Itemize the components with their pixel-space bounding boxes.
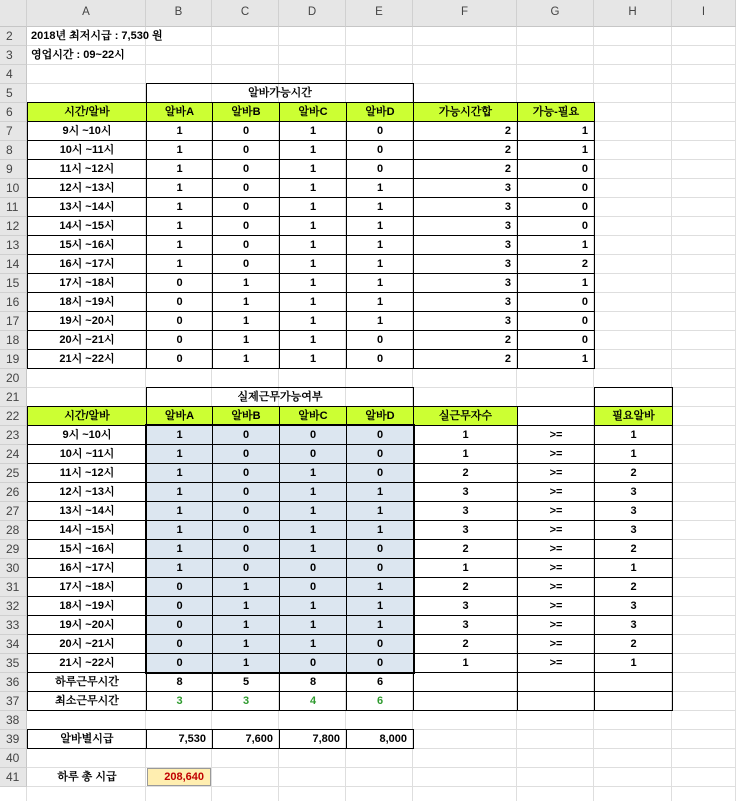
table2-value[interactable]: 1 [347, 616, 413, 634]
table1-value[interactable]: 1 [309, 276, 317, 289]
table2-header-3[interactable]: 알바C [280, 407, 346, 425]
row-header-28[interactable]: 28 [0, 521, 27, 540]
row-header-35[interactable]: 35 [0, 654, 27, 673]
table1-value[interactable]: 0 [581, 181, 588, 194]
table2-value[interactable]: >= [549, 428, 563, 441]
table1-value[interactable]: 0 [581, 295, 588, 308]
table1-value[interactable]: 1 [309, 143, 317, 156]
table2-value[interactable]: 1 [213, 616, 279, 634]
table1-value[interactable]: 1 [242, 295, 250, 308]
table1-value[interactable]: 2 [504, 162, 511, 175]
daily-hours-value[interactable]: 8 [309, 675, 317, 688]
row-header-16[interactable]: 16 [0, 293, 27, 312]
min-hours-value[interactable]: 4 [309, 694, 317, 707]
table2-value[interactable]: 1 [280, 616, 346, 634]
column-header-i[interactable]: I [672, 0, 736, 27]
table2-value[interactable]: 1 [462, 656, 469, 669]
table1-value[interactable]: 1 [176, 181, 183, 194]
table1-value[interactable]: 3 [504, 257, 511, 270]
table1-value[interactable]: 0 [176, 314, 183, 327]
table1-value[interactable]: 0 [176, 333, 183, 346]
table1-value[interactable]: 0 [176, 295, 183, 308]
table2-value[interactable]: 1 [213, 654, 279, 672]
table2-value[interactable]: 0 [280, 654, 346, 672]
time-slot-label[interactable]: 15시 ~16시 [59, 542, 115, 555]
time-slot-label[interactable]: 11시 ~12시 [59, 466, 115, 479]
table2-value[interactable]: >= [549, 542, 563, 555]
row-header-34[interactable]: 34 [0, 635, 27, 654]
time-slot-label[interactable]: 10시 ~11시 [59, 143, 115, 156]
row-header-17[interactable]: 17 [0, 312, 27, 331]
table1-value[interactable]: 1 [309, 333, 317, 346]
table2-value[interactable]: 0 [213, 540, 279, 558]
table2-value[interactable]: 0 [280, 578, 346, 596]
table1-value[interactable]: 1 [309, 162, 317, 175]
time-slot-label[interactable]: 13시 ~14시 [59, 200, 115, 213]
table2-value[interactable]: 1 [462, 561, 469, 574]
table1-value[interactable]: 1 [176, 162, 183, 175]
table1-value[interactable]: 1 [176, 257, 183, 270]
cell-border [413, 691, 518, 711]
table1-value[interactable]: 1 [309, 295, 317, 308]
table2-value[interactable]: 0 [213, 559, 279, 577]
table1-value[interactable]: 1 [376, 200, 384, 213]
table1-value[interactable]: 0 [242, 257, 250, 270]
row-header-13[interactable]: 13 [0, 236, 27, 255]
table1-value[interactable]: 1 [309, 257, 317, 270]
row-header-7[interactable]: 7 [0, 122, 27, 141]
table1-value[interactable]: 0 [242, 200, 250, 213]
table2-value[interactable]: 2 [630, 637, 637, 650]
table2-value[interactable]: 1 [147, 521, 212, 539]
column-header-h[interactable]: H [594, 0, 672, 27]
table1-value[interactable]: 1 [242, 314, 250, 327]
table2-value[interactable]: >= [549, 561, 563, 574]
table1-value[interactable]: 1 [242, 333, 250, 346]
table1-value[interactable]: 1 [309, 219, 317, 232]
table2-value[interactable]: 2 [630, 542, 637, 555]
table2-value[interactable]: 0 [213, 483, 279, 501]
table2-value[interactable]: 1 [213, 578, 279, 596]
table1-header-5[interactable]: 가능시간합 [414, 103, 517, 121]
table2-header-2[interactable]: 알바B [213, 407, 279, 425]
cell-border [517, 672, 595, 692]
table1-value[interactable]: 3 [504, 181, 511, 194]
row-header-33[interactable]: 33 [0, 616, 27, 635]
table2-value[interactable]: 0 [347, 540, 413, 558]
table2-value[interactable]: 1 [213, 635, 279, 653]
table2-value[interactable]: 1 [147, 483, 212, 501]
row-header-31[interactable]: 31 [0, 578, 27, 597]
row-header-36[interactable]: 36 [0, 673, 27, 692]
table2-value[interactable]: 3 [462, 618, 469, 631]
table2-header-7[interactable]: 필요알바 [595, 407, 672, 425]
row-header-38[interactable]: 38 [0, 711, 27, 730]
table1-value[interactable]: 0 [376, 143, 384, 156]
table2-value[interactable]: >= [549, 447, 563, 460]
row-header-15[interactable]: 15 [0, 274, 27, 293]
gridline [0, 64, 736, 65]
row-header-20[interactable]: 20 [0, 369, 27, 388]
table2-header-0[interactable]: 시간/알바 [28, 407, 146, 425]
table1-value[interactable]: 3 [504, 200, 511, 213]
table1-value[interactable]: 0 [242, 219, 250, 232]
table1-value[interactable]: 0 [581, 200, 588, 213]
table2-value[interactable]: 1 [280, 464, 346, 482]
table2-value[interactable]: 1 [147, 426, 212, 444]
table2-value[interactable]: 2 [630, 580, 637, 593]
time-slot-label[interactable]: 9시 ~10시 [62, 428, 112, 441]
total-wage-value[interactable]: 208,640 [147, 768, 211, 786]
table2-header-5[interactable]: 실근무자수 [414, 407, 517, 425]
table2-value[interactable]: 3 [462, 485, 469, 498]
table1-value[interactable]: 0 [376, 352, 384, 365]
table2-value[interactable]: 0 [213, 521, 279, 539]
table2-header-1[interactable]: 알바A [147, 407, 212, 425]
table2-value[interactable]: 1 [347, 578, 413, 596]
table1-value[interactable]: 1 [581, 124, 588, 137]
table2-value[interactable]: 0 [347, 635, 413, 653]
table2-value[interactable]: >= [549, 618, 563, 631]
table1-value[interactable]: 0 [376, 124, 384, 137]
table2-value[interactable]: 0 [347, 464, 413, 482]
table2-value[interactable]: 0 [147, 578, 212, 596]
time-slot-label[interactable]: 21시 ~22시 [59, 656, 115, 669]
table2-value[interactable]: 1 [347, 483, 413, 501]
table1-value[interactable]: 0 [581, 162, 588, 175]
table2-value[interactable]: 1 [630, 561, 637, 574]
table2-h21-border [594, 387, 673, 407]
table2-value[interactable]: 1 [347, 521, 413, 539]
table1-header-3[interactable]: 알바C [280, 103, 346, 121]
row-header-26[interactable]: 26 [0, 483, 27, 502]
table2-value[interactable]: 1 [280, 483, 346, 501]
row-header-12[interactable]: 12 [0, 217, 27, 236]
time-slot-label[interactable]: 21시 ~22시 [59, 352, 115, 365]
daily-hours-value[interactable]: 8 [176, 675, 183, 688]
wage-value[interactable]: 8,000 [379, 732, 407, 745]
time-slot-label[interactable]: 14시 ~15시 [59, 219, 115, 232]
row-header-27[interactable]: 27 [0, 502, 27, 521]
table1-value[interactable]: 1 [176, 200, 183, 213]
time-slot-label[interactable]: 20시 ~21시 [59, 333, 115, 346]
table1-value[interactable]: 1 [176, 238, 183, 251]
time-slot-label[interactable]: 16시 ~17시 [59, 561, 115, 574]
table2-value[interactable]: 0 [347, 559, 413, 577]
time-slot-label[interactable]: 17시 ~18시 [59, 580, 115, 593]
table1-value[interactable]: 1 [581, 276, 588, 289]
table1-value[interactable]: 0 [376, 333, 384, 346]
column-header-d[interactable]: D [279, 0, 346, 27]
table1-header-2[interactable]: 알바B [213, 103, 279, 121]
table2-value[interactable]: 0 [213, 426, 279, 444]
row-header-40[interactable]: 40 [0, 749, 27, 768]
table2-value[interactable]: 1 [213, 597, 279, 615]
table1-value[interactable]: 0 [242, 124, 250, 137]
table1-value[interactable]: 1 [176, 143, 183, 156]
row-header-6[interactable]: 6 [0, 103, 27, 122]
daily-hours-value[interactable]: 6 [376, 675, 384, 688]
cell-border [517, 691, 595, 711]
row-header-3[interactable]: 3 [0, 46, 27, 65]
table2-value[interactable]: 0 [347, 445, 413, 463]
table2-value[interactable]: 1 [347, 597, 413, 615]
table1-value[interactable]: 0 [242, 162, 250, 175]
table2-value[interactable]: 2 [462, 580, 469, 593]
min-hours-value[interactable]: 6 [376, 694, 384, 707]
table2-value[interactable]: 1 [347, 502, 413, 520]
column-header-g[interactable]: G [517, 0, 594, 27]
table1-value[interactable]: 0 [176, 352, 183, 365]
table2-value[interactable]: 0 [147, 616, 212, 634]
table1-value[interactable]: 1 [376, 295, 384, 308]
table1-value[interactable]: 1 [309, 181, 317, 194]
table1-value[interactable]: 1 [376, 314, 384, 327]
table2-value[interactable]: 3 [630, 485, 637, 498]
table1-value[interactable]: 0 [242, 181, 250, 194]
time-slot-label[interactable]: 18시 ~19시 [59, 295, 115, 308]
table2-value[interactable]: 1 [147, 464, 212, 482]
gridline [0, 368, 736, 369]
table1-value[interactable]: 0 [242, 143, 250, 156]
table2-value[interactable]: 0 [280, 445, 346, 463]
column-header-f[interactable]: F [413, 0, 517, 27]
row-header-24[interactable]: 24 [0, 445, 27, 464]
table1-value[interactable]: 2 [504, 124, 511, 137]
table1-value[interactable]: 1 [309, 124, 317, 137]
table2-value[interactable]: >= [549, 485, 563, 498]
table2-value[interactable]: 0 [147, 654, 212, 672]
table1-header-4[interactable]: 알바D [347, 103, 413, 121]
time-slot-label[interactable]: 13시 ~14시 [59, 504, 115, 517]
gridline [0, 710, 736, 711]
table2-value[interactable]: 1 [462, 428, 469, 441]
table1-value[interactable]: 1 [581, 238, 588, 251]
min-hours-label[interactable]: 최소근무시간 [55, 694, 119, 707]
table2-value[interactable]: 1 [630, 656, 637, 669]
table2-header-4[interactable]: 알바D [347, 407, 413, 425]
table2-value[interactable]: 1 [630, 447, 637, 460]
time-slot-label[interactable]: 16시 ~17시 [59, 257, 115, 270]
table2-value[interactable]: 2 [462, 542, 469, 555]
total-wage-label[interactable]: 하루 총 시급 [57, 770, 117, 783]
table1-value[interactable]: 1 [376, 219, 384, 232]
table1-value[interactable]: 1 [376, 276, 384, 289]
cell-border [594, 691, 673, 711]
table2-value[interactable]: 0 [213, 502, 279, 520]
corner-select-all[interactable] [0, 0, 27, 27]
table1-header-1[interactable]: 알바A [147, 103, 212, 121]
row-header-8[interactable]: 8 [0, 141, 27, 160]
row-header-25[interactable]: 25 [0, 464, 27, 483]
column-header-a[interactable]: A [27, 0, 146, 27]
table1-value[interactable]: 1 [242, 352, 250, 365]
table2-value[interactable]: >= [549, 580, 563, 593]
table1-value[interactable]: 3 [504, 219, 511, 232]
table1-value[interactable]: 1 [309, 238, 317, 251]
table1-value[interactable]: 0 [242, 238, 250, 251]
row-header-11[interactable]: 11 [0, 198, 27, 217]
table2-value[interactable]: 0 [280, 426, 346, 444]
table2-value[interactable]: 2 [462, 637, 469, 650]
time-slot-label[interactable]: 10시 ~11시 [59, 447, 115, 460]
table2-value[interactable]: 3 [462, 523, 469, 536]
gridline [0, 786, 736, 787]
table1-value[interactable]: 0 [581, 333, 588, 346]
row-header-32[interactable]: 32 [0, 597, 27, 616]
cell-border [594, 672, 673, 692]
time-slot-label[interactable]: 19시 ~20시 [59, 618, 115, 631]
table2-value[interactable]: >= [549, 504, 563, 517]
table1-value[interactable]: 1 [309, 314, 317, 327]
time-slot-label[interactable]: 15시 ~16시 [59, 238, 115, 251]
table2-value[interactable]: 1 [280, 635, 346, 653]
table2-value[interactable]: >= [549, 656, 563, 669]
table1-value[interactable]: 0 [581, 314, 588, 327]
min-hours-value[interactable]: 3 [242, 694, 250, 707]
cell-border [413, 672, 518, 692]
table2-value[interactable]: 1 [280, 540, 346, 558]
table2-value[interactable]: 0 [147, 597, 212, 615]
column-header-b[interactable]: B [146, 0, 212, 27]
table1-value[interactable]: 1 [581, 352, 588, 365]
table2-value[interactable]: 1 [147, 502, 212, 520]
row-header-37[interactable]: 37 [0, 692, 27, 711]
table2-value[interactable]: 1 [147, 559, 212, 577]
table1-value[interactable]: 0 [176, 276, 183, 289]
table2-value[interactable]: 3 [462, 504, 469, 517]
table1-value[interactable]: 1 [376, 181, 384, 194]
row-header-22[interactable]: 22 [0, 407, 27, 426]
table1-value[interactable]: 1 [242, 276, 250, 289]
time-slot-label[interactable]: 9시 ~10시 [62, 124, 112, 137]
table2-value[interactable]: 2 [630, 466, 637, 479]
table1-value[interactable]: 2 [504, 352, 511, 365]
table2-value[interactable]: >= [549, 599, 563, 612]
table2-value[interactable]: 1 [280, 521, 346, 539]
table2-value[interactable]: 0 [213, 445, 279, 463]
row-header-29[interactable]: 29 [0, 540, 27, 559]
table2-value[interactable]: 0 [347, 654, 413, 672]
table2-header-6[interactable] [518, 407, 594, 425]
table2-value[interactable]: 2 [462, 466, 469, 479]
table2-value[interactable]: 0 [213, 464, 279, 482]
table2-value[interactable]: 1 [280, 502, 346, 520]
table2-value[interactable]: 3 [630, 504, 637, 517]
column-header-e[interactable]: E [346, 0, 413, 27]
table2-value[interactable]: >= [549, 523, 563, 536]
gridline [0, 748, 736, 749]
table1-value[interactable]: 3 [504, 295, 511, 308]
wage-value[interactable]: 7,600 [245, 732, 273, 745]
table2-value[interactable]: 1 [462, 447, 469, 460]
table2-value[interactable]: >= [549, 637, 563, 650]
table2-title[interactable]: 실제근무가능여부 [237, 390, 323, 403]
table1-value[interactable]: 2 [581, 257, 588, 270]
row-header-4[interactable]: 4 [0, 65, 27, 84]
table1-value[interactable]: 1 [376, 257, 384, 270]
business-hours-note[interactable]: 영업시간 : 09~22시 [31, 48, 125, 61]
table1-value[interactable]: 1 [309, 352, 317, 365]
row-header-23[interactable]: 23 [0, 426, 27, 445]
row-header-9[interactable]: 9 [0, 160, 27, 179]
time-slot-label[interactable]: 14시 ~15시 [59, 523, 115, 536]
time-slot-label[interactable]: 11시 ~12시 [59, 162, 115, 175]
row-header-39[interactable]: 39 [0, 730, 27, 749]
table1-title[interactable]: 알바가능시간 [248, 86, 312, 99]
row-header-2[interactable]: 2 [0, 27, 27, 46]
table2-value[interactable]: 1 [280, 597, 346, 615]
table2-value[interactable]: 1 [147, 540, 212, 558]
table1-value[interactable]: 0 [376, 162, 384, 175]
row-header-19[interactable]: 19 [0, 350, 27, 369]
table1-value[interactable]: 1 [176, 124, 183, 137]
wage-value[interactable]: 7,800 [312, 732, 340, 745]
table1-value[interactable]: 1 [176, 219, 183, 232]
table1-header-6[interactable]: 가능-필요 [518, 103, 594, 121]
time-slot-label[interactable]: 18시 ~19시 [59, 599, 115, 612]
table2-value[interactable]: 1 [147, 445, 212, 463]
time-slot-label[interactable]: 19시 ~20시 [59, 314, 115, 327]
row-header-14[interactable]: 14 [0, 255, 27, 274]
row-header-18[interactable]: 18 [0, 331, 27, 350]
table2-value[interactable]: 3 [630, 618, 637, 631]
row-header-21[interactable]: 21 [0, 388, 27, 407]
table2-value[interactable]: 3 [462, 599, 469, 612]
min-wage-note[interactable]: 2018년 최저시급 : 7,530 원 [31, 29, 163, 42]
min-hours-value[interactable]: 3 [176, 694, 183, 707]
row-header-30[interactable]: 30 [0, 559, 27, 578]
table2-value[interactable]: 1 [630, 428, 637, 441]
daily-hours-label[interactable]: 하루근무시간 [55, 675, 119, 688]
table2-value[interactable]: 0 [280, 559, 346, 577]
table1-value[interactable]: 1 [309, 200, 317, 213]
table1-value[interactable]: 2 [504, 333, 511, 346]
table1-value[interactable]: 3 [504, 314, 511, 327]
table1-value[interactable]: 0 [581, 219, 588, 232]
table2-value[interactable]: 3 [630, 599, 637, 612]
table2-value[interactable]: 0 [147, 635, 212, 653]
table2-value[interactable]: 0 [347, 426, 413, 444]
time-slot-label[interactable]: 12시 ~13시 [59, 181, 115, 194]
table2-value[interactable]: >= [549, 466, 563, 479]
time-slot-label[interactable]: 17시 ~18시 [59, 276, 115, 289]
daily-hours-value[interactable]: 5 [242, 675, 250, 688]
row-header-5[interactable]: 5 [0, 84, 27, 103]
wage-label[interactable]: 알바별시급 [60, 732, 114, 745]
table1-value[interactable]: 1 [581, 143, 588, 156]
table1-header-0[interactable]: 시간/알바 [28, 103, 146, 121]
table1-value[interactable]: 2 [504, 143, 511, 156]
table1-value[interactable]: 3 [504, 276, 511, 289]
row-header-41[interactable]: 41 [0, 768, 27, 787]
table1-value[interactable]: 3 [504, 238, 511, 251]
table2-value[interactable]: 3 [630, 523, 637, 536]
row-header-10[interactable]: 10 [0, 179, 27, 198]
time-slot-label[interactable]: 12시 ~13시 [59, 485, 115, 498]
column-header-c[interactable]: C [212, 0, 279, 27]
time-slot-label[interactable]: 20시 ~21시 [59, 637, 115, 650]
wage-value[interactable]: 7,530 [178, 732, 206, 745]
table1-value[interactable]: 1 [376, 238, 384, 251]
